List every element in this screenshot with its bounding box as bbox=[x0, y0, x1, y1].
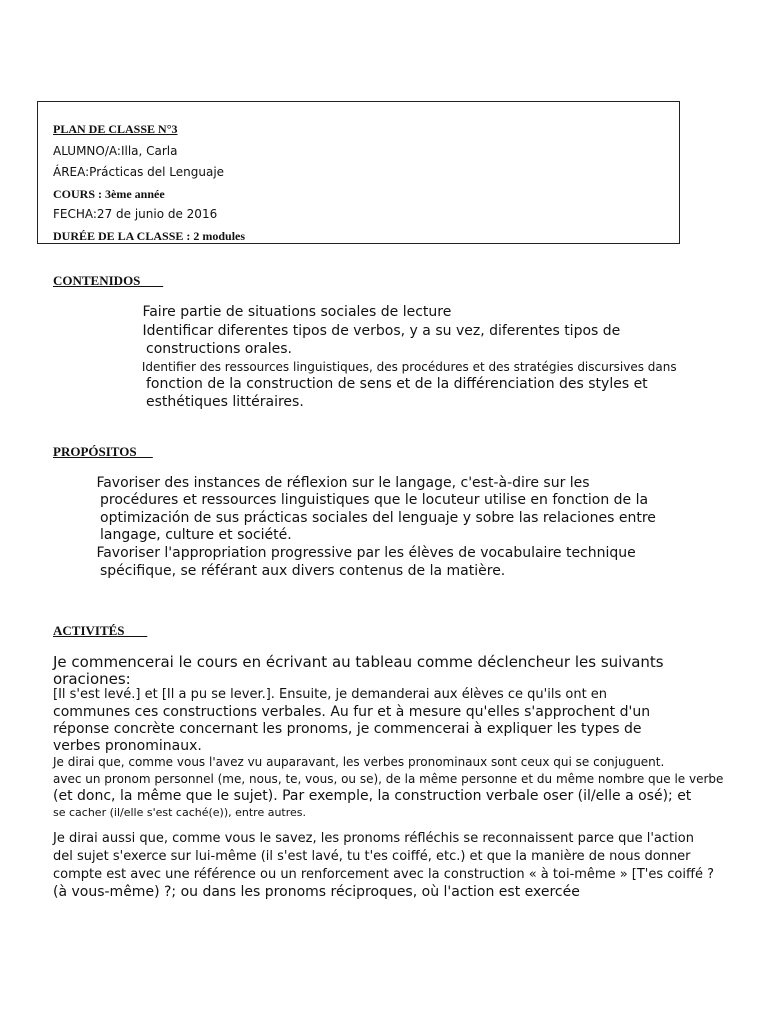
subject-area: ÁREA:Prácticas del Lenguaje bbox=[53, 165, 225, 179]
contenidos-item-2: Identificar diferentes tipos de verbos, y a su vez, diferentes tipos de bbox=[142, 323, 621, 339]
plan-title: PLAN DE CLASSE N°3 bbox=[53, 122, 178, 136]
activites-line-6: verbes pronominaux. bbox=[53, 738, 202, 754]
student-name: ALUMNO/A:Illa, Carla bbox=[53, 144, 178, 158]
contenidos-item-3: Identifier des ressources linguistiques, des procédures et des stratégies discursives dans bbox=[141, 360, 677, 374]
propositos-heading: PROPÓSITOS bbox=[53, 444, 153, 459]
activites-line-8: avec un pronom personnel (me, nous, te, vous, ou se), de la même personne et du même nombre que le verbe bbox=[53, 772, 724, 786]
activites-line-11: Je dirai aussi que, comme vous le savez, les pronoms réfléchis se reconnaissent parce que l'action bbox=[53, 831, 694, 846]
contenidos-item-1: Faire partie de situations sociales de lecture bbox=[142, 304, 452, 320]
contenidos-heading: CONTENIDOS bbox=[53, 273, 164, 288]
activites-line-10: se cacher (il/elle s'est caché(e)), entre autres. bbox=[53, 806, 307, 819]
propositos-item-1-cont: procédures et ressources linguistiques que le locuteur utilise en fonction de la bbox=[100, 492, 649, 508]
activites-line-12: del sujet s'exerce sur lui-même (il s'est lavé, tu t'es coiffé, etc.) et que la manière de nous donner bbox=[53, 849, 691, 864]
propositos-item-1: Favoriser des instances de réflexion sur le langage, c'est-à-dire sur les bbox=[96, 475, 590, 491]
contenidos-item-3-cont-2: esthétiques littéraires. bbox=[146, 394, 304, 410]
activites-line-1: Je commencerai le cours en écrivant au tableau comme déclencheur les suivants bbox=[53, 653, 664, 671]
propositos-item-2-cont: spécifique, se référant aux divers contenus de la matière. bbox=[100, 563, 506, 579]
activites-line-14: (à vous-même) ?; ou dans les pronoms réciproques, où l'action est exercée bbox=[53, 884, 580, 900]
activites-line-9: (et donc, la même que le sujet). Par exemple, la construction verbale oser (il/elle a osé); et bbox=[53, 788, 692, 804]
activites-line-3: [Il s'est levé.] et [Il a pu se lever.]. Ensuite, je demanderai aux élèves ce qu'ils ont en bbox=[53, 687, 608, 702]
activites-heading: ACTIVITÉS bbox=[53, 623, 148, 638]
activites-line-5: réponse concrète concernant les pronoms, je commencerai à expliquer les types de bbox=[53, 721, 642, 737]
class-date: FECHA:27 de junio de 2016 bbox=[53, 207, 218, 221]
propositos-item-1-cont-2: optimización de sus prácticas sociales del lenguaje y sobre las relaciones entre bbox=[100, 510, 656, 526]
activites-line-4: communes ces constructions verbales. Au fur et à mesure qu'elles s'approchent d'un bbox=[53, 704, 651, 720]
activites-line-13: compte est avec une référence ou un renforcement avec la construction « à toi-même » [T'es coiffé ? bbox=[53, 867, 714, 882]
contenidos-item-3-cont: fonction de la construction de sens et de la différenciation des styles et bbox=[146, 376, 648, 392]
activites-line-2: oraciones: bbox=[53, 670, 131, 688]
activites-line-7: Je dirai que, comme vous l'avez vu auparavant, les verbes pronominaux sont ceux qui se conjuguent. bbox=[53, 755, 665, 769]
course-year: COURS : 3ème année bbox=[53, 187, 165, 201]
contenidos-item-2-cont: constructions orales. bbox=[146, 341, 292, 357]
propositos-item-1-cont-3: langage, culture et société. bbox=[100, 527, 292, 543]
class-duration: DURÉE DE LA CLASSE : 2 modules bbox=[53, 229, 246, 243]
propositos-item-2: Favoriser l'appropriation progressive par les élèves de vocabulaire technique bbox=[96, 545, 636, 561]
